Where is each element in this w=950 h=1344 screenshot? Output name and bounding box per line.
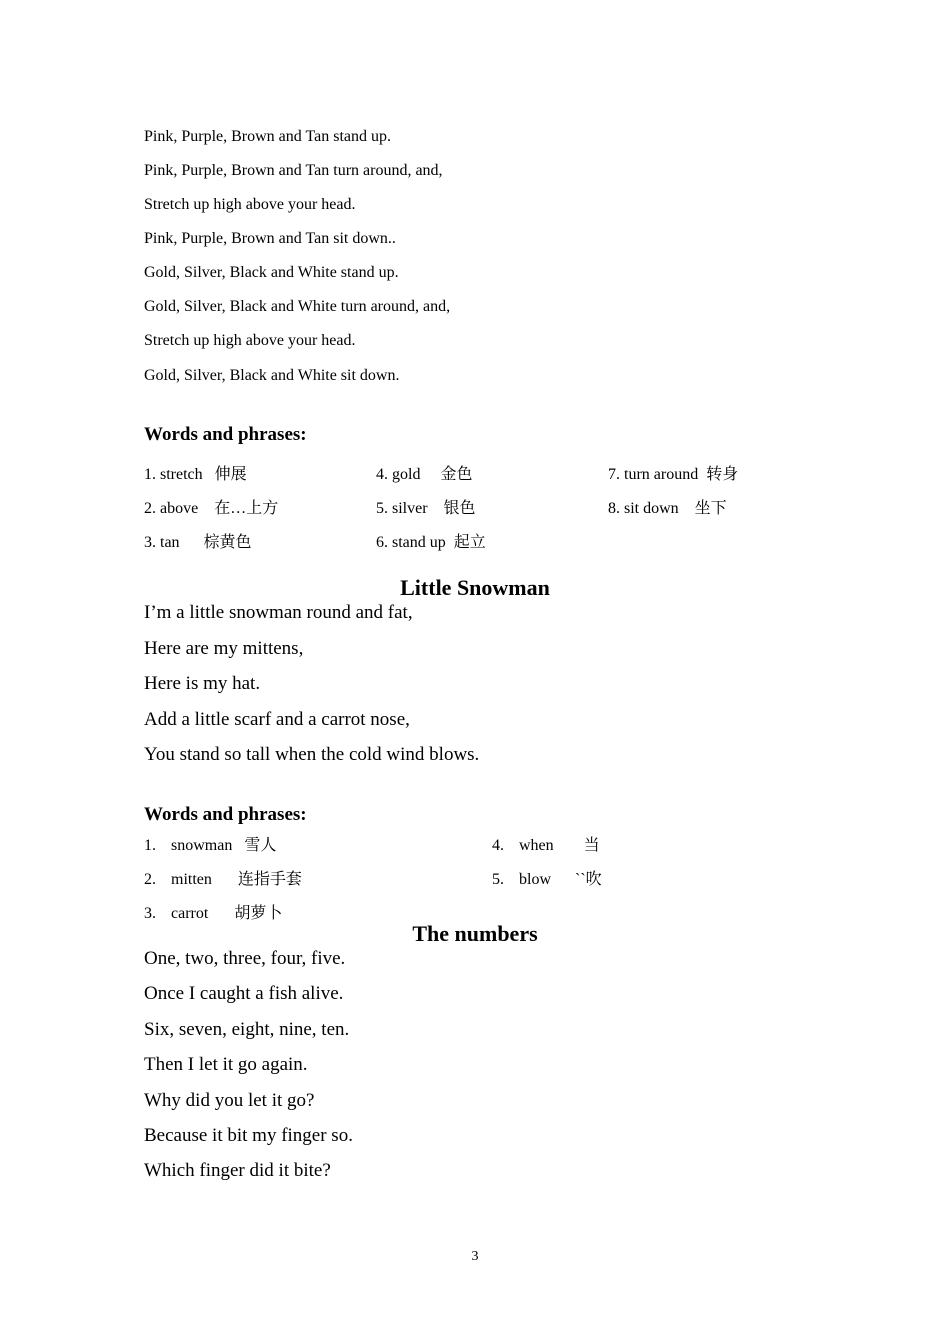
- word-zh: 伸展: [214, 466, 247, 483]
- word-item: [144, 832, 276, 855]
- word-en: when: [519, 837, 554, 854]
- word-zh: 当: [583, 837, 600, 854]
- song2-line: You stand so tall when the cold wind blows.: [144, 744, 480, 765]
- word-zh: 胡萝卜: [234, 905, 283, 922]
- word-en: 3. tan: [144, 534, 180, 551]
- song1-line: Gold, Silver, Black and White stand up.: [144, 264, 399, 281]
- song1-line: Pink, Purple, Brown and Tan turn around, and,: [144, 162, 443, 179]
- word-en: 8. sit down: [608, 500, 679, 517]
- word-zh: 棕黄色: [203, 534, 252, 551]
- word-zh: 连指手套: [237, 871, 302, 888]
- word-zh: 坐下: [694, 500, 727, 517]
- word-item: [376, 495, 476, 518]
- word-en: 1. stretch: [144, 466, 203, 483]
- song2-line: Here are my mittens,: [144, 638, 304, 659]
- word-item: [492, 832, 600, 855]
- song1-line: Pink, Purple, Brown and Tan stand up.: [144, 128, 392, 145]
- word-en: 5. silver: [376, 500, 428, 517]
- word-zh: 雪人: [244, 837, 277, 854]
- word-zh: 起立: [453, 534, 486, 551]
- song3-line: Which finger did it bite?: [144, 1160, 331, 1181]
- word-item: [376, 461, 472, 484]
- word-num: 1.: [144, 837, 156, 854]
- word-zh: 在…上方: [214, 500, 279, 517]
- word-item: [608, 495, 727, 518]
- song-title: The numbers: [412, 921, 538, 946]
- song1-line: Stretch up high above your head.: [144, 332, 356, 349]
- word-num: 2.: [144, 871, 156, 888]
- song-title: Little Snowman: [400, 575, 550, 600]
- word-item: [144, 900, 282, 923]
- word-en: 2. above: [144, 500, 199, 517]
- words-heading: Words and phrases:: [144, 424, 307, 445]
- song3-line: Once I caught a fish alive.: [144, 983, 344, 1004]
- word-item: [608, 461, 738, 484]
- word-en: mitten: [171, 871, 212, 888]
- song3-line: Because it bit my finger so.: [144, 1125, 353, 1146]
- word-zh: 转身: [706, 466, 739, 483]
- words-heading: Words and phrases:: [144, 804, 307, 825]
- word-item: [144, 866, 302, 889]
- word-en: 4. gold: [376, 466, 421, 483]
- song1-line: Stretch up high above your head.: [144, 196, 356, 213]
- page-number: 3: [471, 1249, 479, 1264]
- song3-line: Why did you let it go?: [144, 1090, 315, 1111]
- word-num: 4.: [492, 837, 504, 854]
- word-item: [144, 461, 247, 484]
- song3-line: Six, seven, eight, nine, ten.: [144, 1019, 350, 1040]
- word-item: [376, 529, 486, 552]
- word-item: [144, 495, 278, 518]
- song1-line: Pink, Purple, Brown and Tan sit down..: [144, 230, 396, 247]
- word-num: 3.: [144, 905, 156, 922]
- song1-line: Gold, Silver, Black and White turn around, and,: [144, 298, 451, 315]
- word-zh: 金色: [440, 466, 473, 483]
- word-en: snowman: [171, 837, 233, 854]
- song3-line: One, two, three, four, five.: [144, 948, 346, 969]
- song2-line: Here is my hat.: [144, 673, 261, 694]
- word-en: carrot: [171, 905, 209, 922]
- word-en: 7. turn around: [608, 466, 699, 483]
- song2-line: I’m a little snowman round and fat,: [144, 602, 413, 623]
- song2-line: Add a little scarf and a carrot nose,: [144, 709, 410, 730]
- word-en: blow: [519, 871, 551, 888]
- word-item: [492, 866, 602, 889]
- word-zh: 银色: [443, 500, 476, 517]
- song1-line: Gold, Silver, Black and White sit down.: [144, 367, 400, 384]
- word-item: [144, 529, 252, 552]
- word-en: 6. stand up: [376, 534, 446, 551]
- song3-line: Then I let it go again.: [144, 1054, 308, 1075]
- word-zh: ``吹: [575, 871, 602, 888]
- word-num: 5.: [492, 871, 504, 888]
